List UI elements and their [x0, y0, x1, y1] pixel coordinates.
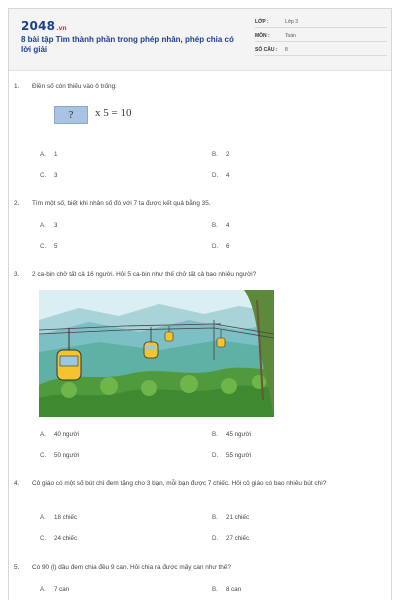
option-a[interactable] — [40, 431, 79, 438]
meta-label: LỚP : — [255, 19, 269, 25]
option-letter: C. — [40, 535, 47, 542]
option-letter: B. — [212, 514, 218, 521]
logo-text: 2048 — [21, 19, 56, 33]
answer-blank-box[interactable]: ? — [54, 106, 88, 124]
meta-row-subject — [255, 29, 387, 42]
option-b[interactable] — [212, 514, 249, 521]
option-letter: B. — [212, 586, 218, 593]
option-a[interactable] — [40, 222, 57, 229]
option-text: 8 can — [226, 586, 242, 593]
option-text: 4 — [226, 222, 230, 229]
meta-value: Lớp 3 — [285, 19, 299, 25]
equation: x 5 = 10 — [95, 107, 132, 119]
option-text: 40 người — [54, 431, 80, 438]
option-letter: D. — [212, 535, 219, 542]
option-b[interactable] — [212, 431, 251, 438]
meta-label: MÔN : — [255, 33, 270, 39]
option-text: 24 chiếc — [54, 535, 78, 542]
option-letter: D. — [212, 452, 219, 459]
meta-value: 8 — [285, 47, 288, 53]
question-text: 2 ca-bin chở tất cả 16 người. Hỏi 5 ca-bin như thế chở tất cả bao nhiêu người? — [32, 271, 257, 278]
question-number: 2. — [14, 200, 20, 207]
option-text: 45 người — [226, 431, 252, 438]
option-a[interactable] — [40, 514, 77, 521]
option-letter: B. — [212, 151, 218, 158]
option-letter: C. — [40, 243, 47, 250]
option-text: 5 — [54, 243, 58, 250]
option-text: 27 chiếc — [226, 535, 250, 542]
question-number: 3. — [14, 271, 20, 278]
option-text: 3 — [54, 222, 58, 229]
question-text: Có 90 (l) dầu đem chia đều 9 can. Hỏi chia ra được mấy can như thế? — [32, 564, 231, 571]
meta-value: Toán — [285, 33, 296, 39]
question-number: 5. — [14, 564, 20, 571]
option-d[interactable] — [212, 535, 249, 542]
question-number: 4. — [14, 480, 20, 487]
option-letter: A. — [40, 431, 46, 438]
cable-car-picture — [39, 290, 274, 417]
option-c[interactable] — [40, 535, 77, 542]
option-d[interactable] — [212, 243, 229, 250]
question-text: Tìm một số, biết khi nhân số đó với 7 ta được kết quả bằng 35. — [32, 200, 211, 207]
option-b[interactable] — [212, 586, 241, 593]
meta-label: SỐ CÂU : — [255, 47, 278, 53]
option-text: 18 chiếc — [54, 514, 78, 521]
option-letter: A. — [40, 151, 46, 158]
option-text: 55 người — [226, 452, 252, 459]
option-text: 4 — [226, 172, 230, 179]
option-c[interactable] — [40, 243, 57, 250]
option-c[interactable] — [40, 452, 79, 459]
meta-row-question-count — [255, 43, 387, 56]
option-a[interactable] — [40, 151, 57, 158]
option-text: 21 chiếc — [226, 514, 250, 521]
option-text: 3 — [54, 172, 58, 179]
option-text: 7 can — [54, 586, 70, 593]
option-d[interactable] — [212, 172, 229, 179]
page-title: 8 bài tập Tìm thành phần trong phép nhân, phép chia có lời giải — [21, 35, 234, 54]
site-logo[interactable] — [21, 17, 67, 31]
option-letter: C. — [40, 452, 47, 459]
option-text: 6 — [226, 243, 230, 250]
option-b[interactable] — [212, 151, 229, 158]
cable-car-illustration — [39, 290, 274, 417]
question-text: Điền số còn thiếu vào ô trống: — [32, 83, 117, 90]
option-c[interactable] — [40, 172, 57, 179]
option-text: 2 — [226, 151, 230, 158]
option-text: 1 — [54, 151, 58, 158]
option-letter: D. — [212, 172, 219, 179]
option-text: 50 người — [54, 452, 80, 459]
question-text: Cô giáo có một số bút chì đem tặng cho 3 bạn, mỗi bạn được 7 chiếc. Hỏi cô giáo có bao nhiêu bút chì? — [32, 480, 327, 487]
option-letter: B. — [212, 222, 218, 229]
option-a[interactable] — [40, 586, 69, 593]
logo-domain: .vn — [56, 25, 67, 32]
meta-row-grade — [255, 15, 387, 28]
option-letter: D. — [212, 243, 219, 250]
option-d[interactable] — [212, 452, 251, 459]
option-letter: B. — [212, 431, 218, 438]
option-letter: A. — [40, 514, 46, 521]
option-b[interactable] — [212, 222, 229, 229]
option-letter: C. — [40, 172, 47, 179]
worksheet-header — [9, 9, 391, 71]
question-number: 1. — [14, 83, 20, 90]
option-letter: A. — [40, 222, 46, 229]
option-letter: A. — [40, 586, 46, 593]
